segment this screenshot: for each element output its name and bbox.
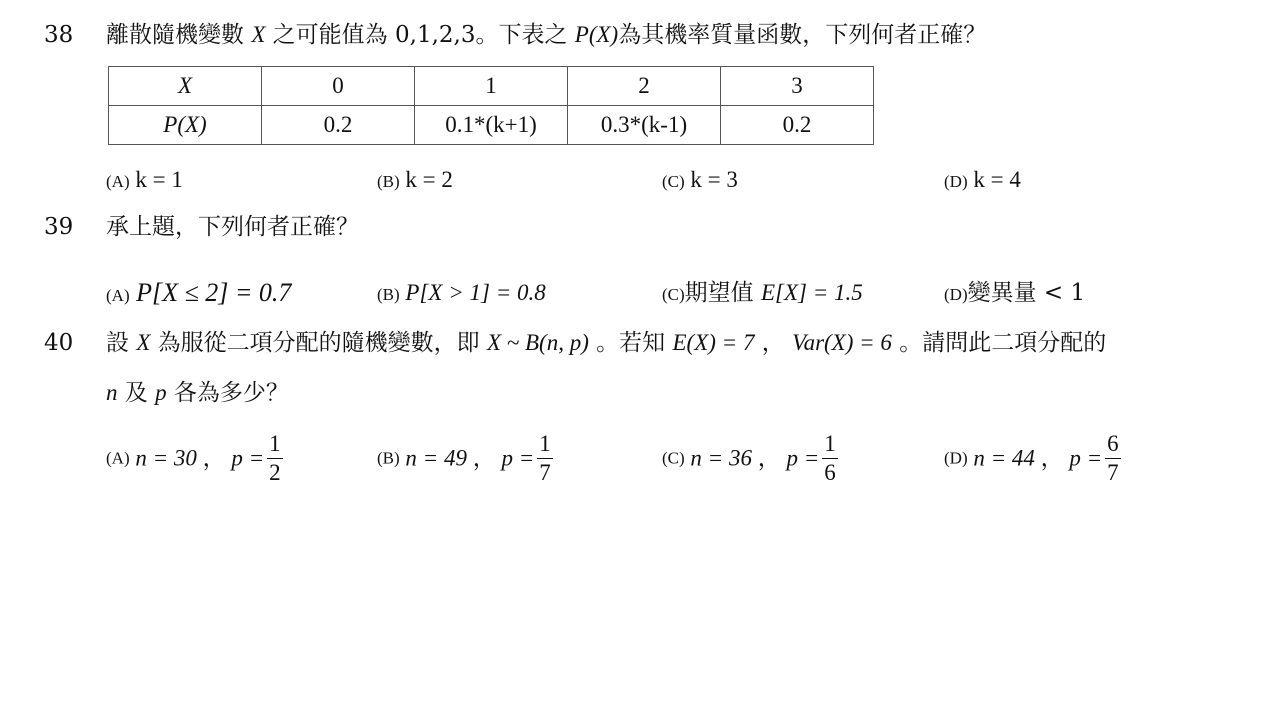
q40-options [0,430,1274,496]
table-cell: 1 [415,67,568,106]
table-cell: X [109,67,262,106]
option-c[interactable]: (C) n = 36 ， p = $\frac{1}{6}$ [662,431,836,485]
option-c[interactable]: (C) k = 3 [662,167,738,192]
question-text: 承上題，下列何者正確？ [106,214,359,240]
option-a[interactable]: (A) n = 30 ， p = $\frac{1}{2}$ [106,431,281,485]
variable-x: X [251,22,266,47]
fraction: $\frac{1}{7}$ [539,431,551,485]
option-c[interactable]: (C)期望值 E[X] = 1.5 [662,280,863,306]
table-cell: 2 [568,67,721,106]
table-row [109,106,874,145]
fraction: $\frac{1}{6}$ [824,431,836,485]
fraction: $\frac{1}{2}$ [269,431,281,485]
table-cell: 0.2 [721,106,874,145]
table-cell: 3 [721,67,874,106]
option-a[interactable]: (A) k = 1 [106,167,183,192]
table-cell: 0.2 [262,106,415,145]
option-d[interactable]: (D)變異量 < 1 [944,280,1086,306]
question-text: 離散隨機變數 X 之可能值為 0,1,2,3。下表之 P(X)為其機率質量函數，下列何者正確？ [106,22,987,48]
question-number: 38 [44,22,74,48]
table-row [109,67,874,106]
table-cell: 0.1*(k+1) [415,106,568,145]
table-cell: 0 [262,67,415,106]
question-text-line2: n 及 p 各為多少？ [106,380,289,406]
table-cell: 0.3*(k-1) [568,106,721,145]
table-cell: P(X) [109,106,262,145]
question-text-line1: 設 X 為服從二項分配的隨機變數，即 X ~ B(n, p) 。若知 E(X) = 7 ， Var(X) = 6 。請問此二項分配的 [106,330,1107,356]
option-b[interactable]: (B) k = 2 [377,167,453,192]
question-number: 39 [44,214,74,240]
question-number: 40 [44,330,74,356]
px-label: P(X) [574,22,619,47]
option-d[interactable]: (D) k = 4 [944,167,1021,192]
option-d[interactable]: (D) n = 44 ， p = $\frac{6}{7}$ [944,431,1119,485]
fraction: $\frac{6}{7}$ [1107,431,1119,485]
option-b[interactable]: (B) P[X > 1] = 0.8 [377,280,546,305]
option-b[interactable]: (B) n = 49 ， p = $\frac{1}{7}$ [377,431,551,485]
option-a[interactable]: (A) P[X ≤ 2] = 0.7 [106,278,292,307]
q38-options [0,165,1274,205]
q39-options [0,276,1274,316]
pmf-table [108,66,874,145]
